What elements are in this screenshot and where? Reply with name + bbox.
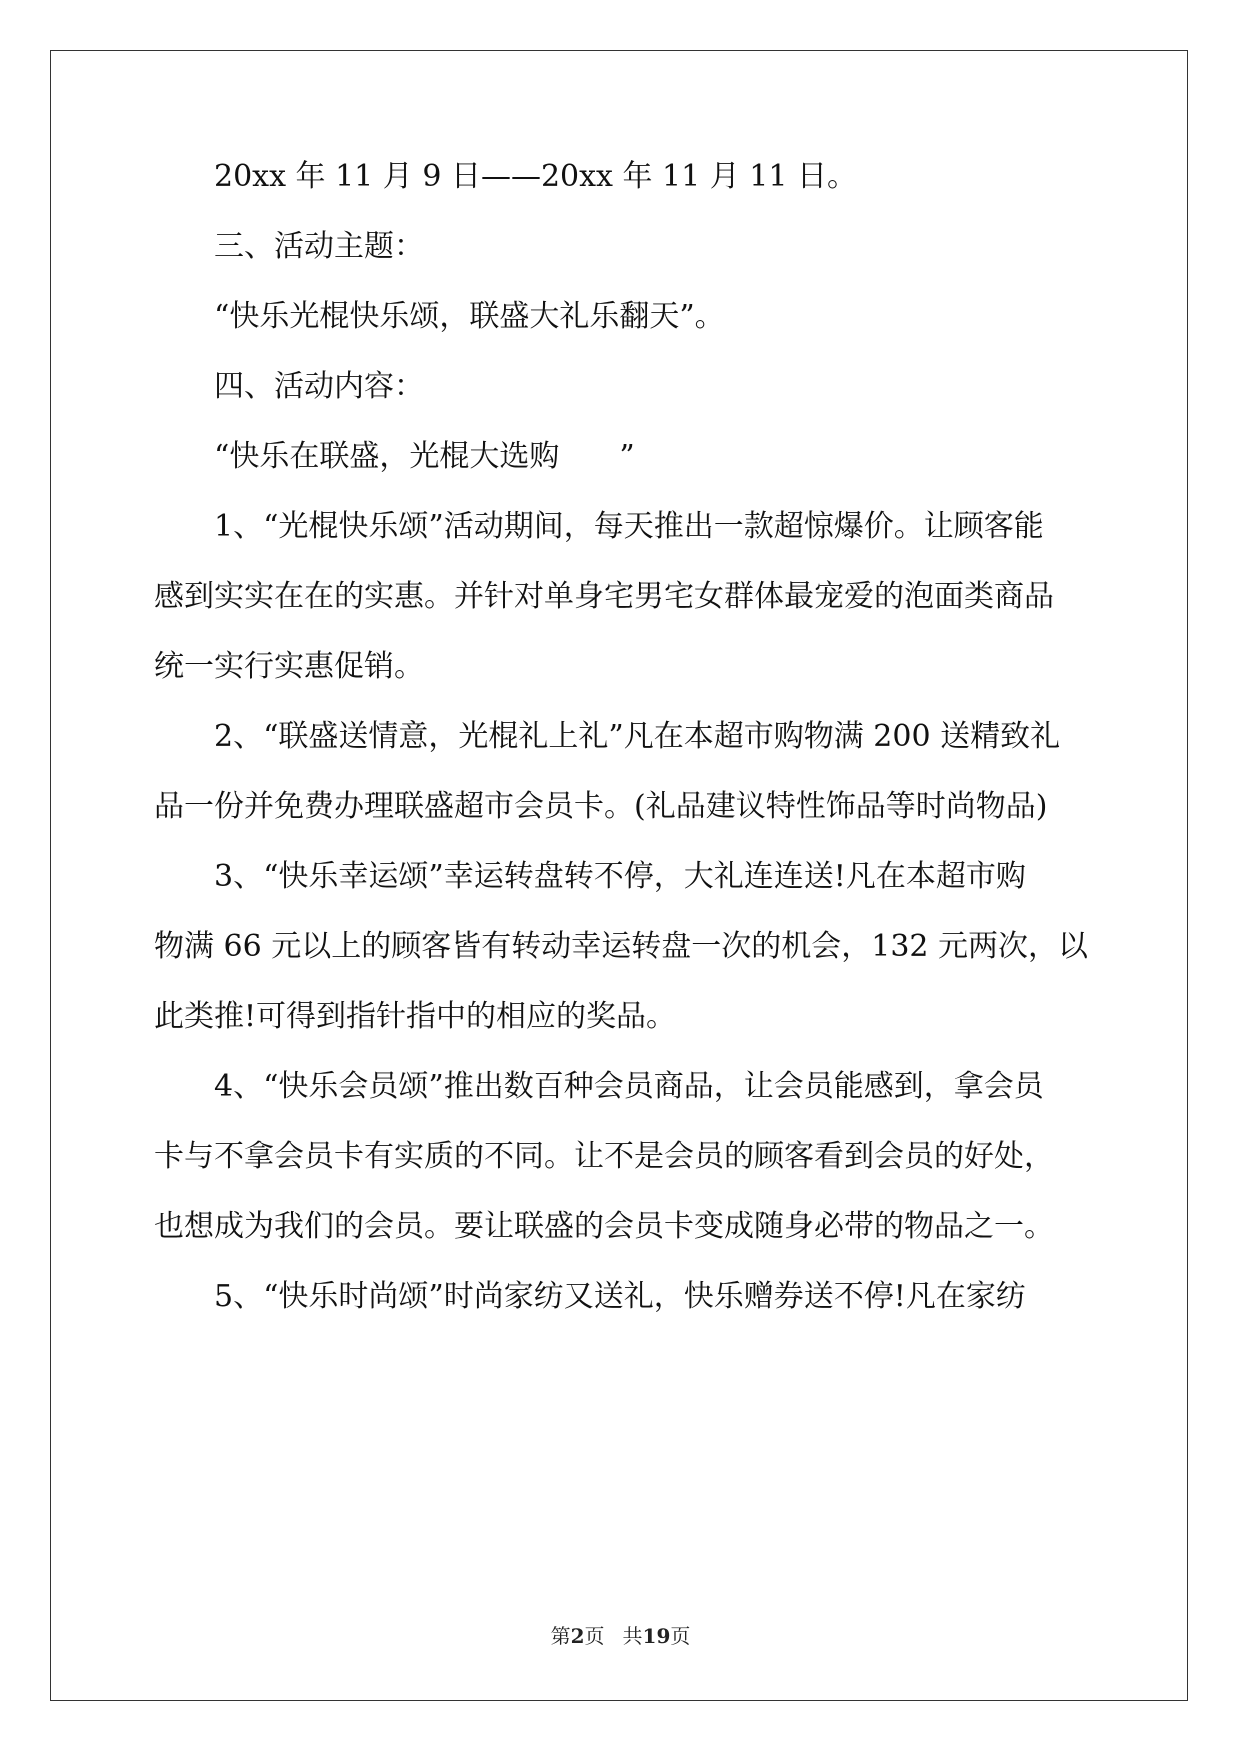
paragraph-line: 3、“快乐幸运颂”幸运转盘转不停，大礼连连送!凡在本超市购 bbox=[214, 859, 1026, 894]
page-footer bbox=[0, 1624, 1241, 1648]
current-page-number: 2 bbox=[570, 1624, 585, 1648]
paragraph-line: 感到实实在在的实惠。并针对单身宅男宅女群体最宠爱的泡面类商品 bbox=[154, 579, 1054, 614]
paragraph-line: 统一实行实惠促销。 bbox=[154, 649, 424, 684]
section-heading: 三、活动主题： bbox=[214, 229, 424, 264]
footer-total-prefix: 共 bbox=[622, 1624, 643, 1648]
paragraph-line: 4、“快乐会员颂”推出数百种会员商品，让会员能感到，拿会员 bbox=[214, 1069, 1044, 1104]
paragraph-line: 2、“联盛送情意，光棍礼上礼”凡在本超市购物满 200 送精致礼 bbox=[214, 719, 1061, 754]
paragraph-line: 此类推!可得到指针指中的相应的奖品。 bbox=[154, 999, 677, 1034]
paragraph-line: “快乐光棍快乐颂，联盛大礼乐翻天”。 bbox=[214, 299, 725, 334]
footer-page-suffix: 页 bbox=[584, 1624, 605, 1648]
paragraph-line: “快乐在联盛，光棍大选购 ” bbox=[214, 439, 635, 474]
paragraph-line: 5、“快乐时尚颂”时尚家纺又送礼，快乐赠券送不停!凡在家纺 bbox=[214, 1279, 1026, 1314]
paragraph-line: 卡与不拿会员卡有实质的不同。让不是会员的顾客看到会员的好处， bbox=[154, 1139, 1054, 1174]
paragraph-line: 也想成为我们的会员。要让联盛的会员卡变成随身必带的物品之一。 bbox=[154, 1209, 1054, 1244]
section-heading: 四、活动内容： bbox=[214, 369, 424, 404]
paragraph-line: 20xx 年 11 月 9 日——20xx 年 11 月 11 日。 bbox=[214, 159, 857, 194]
footer-total-suffix: 页 bbox=[670, 1624, 691, 1648]
paragraph-line: 1、“光棍快乐颂”活动期间，每天推出一款超惊爆价。让顾客能 bbox=[214, 509, 1044, 544]
footer-prefix: 第 bbox=[550, 1624, 571, 1648]
paragraph-line: 品一份并免费办理联盛超市会员卡。(礼品建议特性饰品等时尚物品) bbox=[154, 789, 1048, 824]
total-page-count: 19 bbox=[642, 1624, 671, 1648]
document-body bbox=[154, 159, 1089, 1349]
paragraph-line: 物满 66 元以上的顾客皆有转动幸运转盘一次的机会，132 元两次，以 bbox=[154, 929, 1089, 964]
